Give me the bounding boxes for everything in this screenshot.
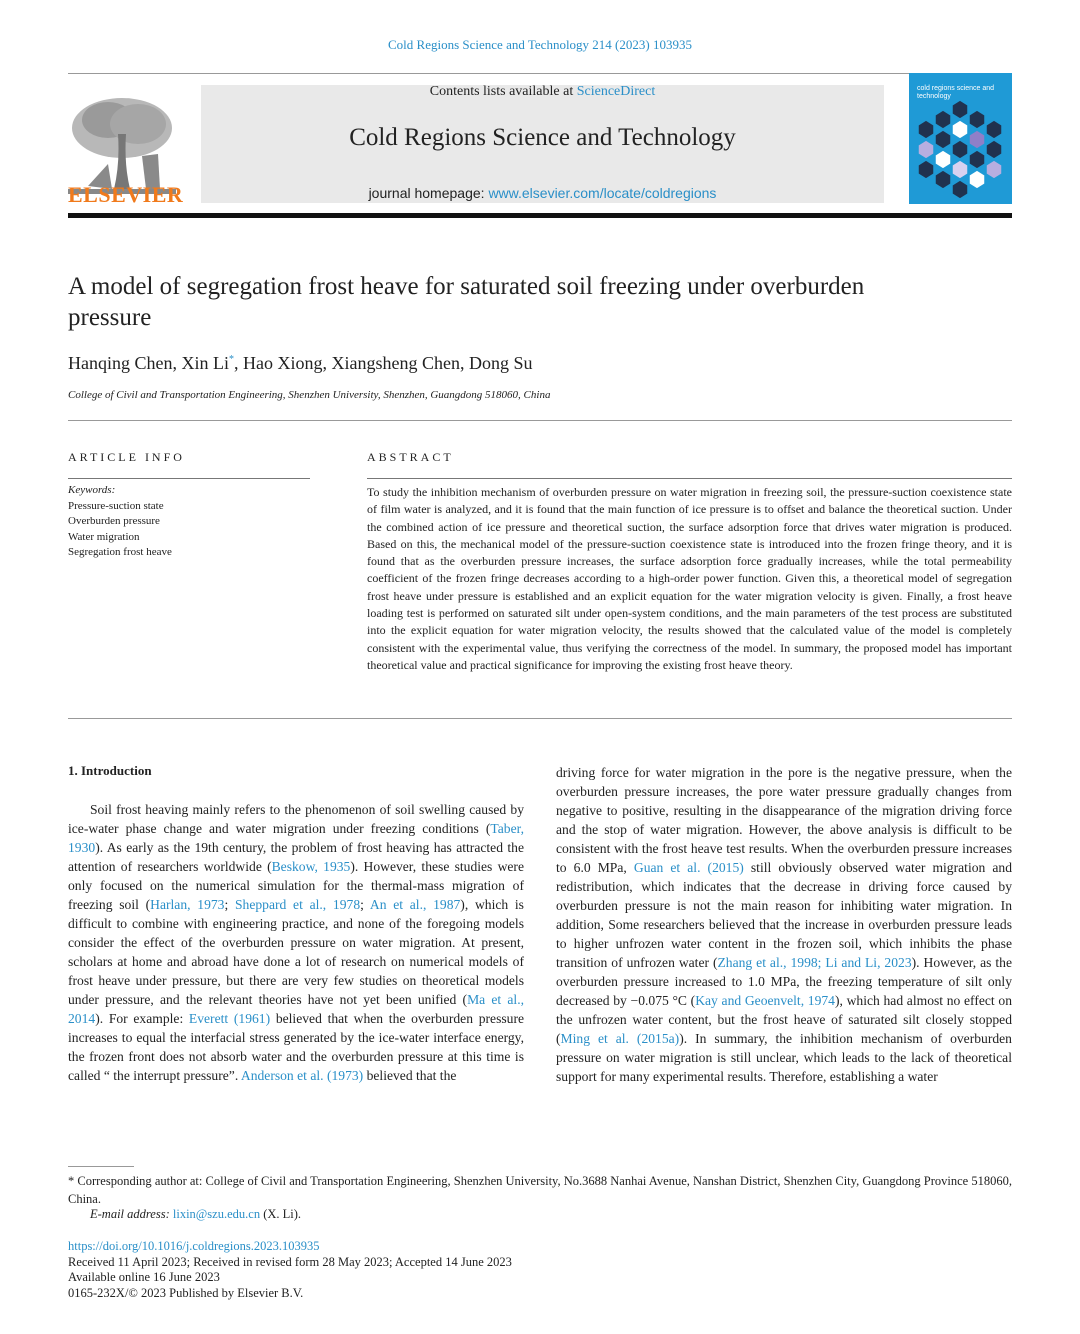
keyword-item: Overburden pressure xyxy=(68,515,160,527)
body-text: ). In summary, the inhibition mechanism of overburden pressure on water migration is still unclear, which leads to the lack of theoretical support for many experimental results. Therefore, establishing a water xyxy=(556,1031,1012,1084)
email-line xyxy=(90,1207,301,1222)
body-text: ). However, these studies were only focused on the numerical simulation for the thermal-mass migration of freezing soil ( xyxy=(68,859,524,912)
journal-title: Cold Regions Science and Technology xyxy=(349,124,736,151)
email-link[interactable]: lixin@szu.edu.cn xyxy=(172,1207,261,1221)
citation-link[interactable]: Kay and Geoenvelt, 1974 xyxy=(695,993,835,1008)
email-suffix: (X. Li). xyxy=(260,1207,302,1221)
keywords-block xyxy=(68,483,172,561)
homepage-prefix: journal homepage: xyxy=(368,185,489,201)
body-text: believed that when the overburden pressure increases to equal the interfacial stress generated by the ice-water interface energy, the frozen front does not absorb water and the overburden pressure at this time is called “ the interrupt pressure”. xyxy=(68,1011,525,1083)
abstract-text: To study the inhibition mechanism of overburden pressure on water migration in freezing soil, the pressure-suction coexistence state of film water is analyzed, and it is found that the main function of ice pressure is to offset and balance the theoretical suction. Under the combined action of ice pressure and theoretical suction, the surface adsorption force that drives water migration is produced. Based on this, the mechanical model of the pressure-suction coexistence state is introduced into the frozen fringe theory, and it is found that as the overburden pressure increases, the surface adsorption force gradually increases, while the total permeability coefficient of the frozen fringe decreases according to a high-order power function. Given this, a theoretical model of segregation frost heave under pressure is established and an explicit equation for the water migration velocity is given. Finally, a frost heave loading test is performed on saturated silt under open-system conditions, and the main parameters of the test process are substituted into the explicit equation for water migration velocity, the results showed that the calculated value of the model is completely consistent with the experimental value, thus verifying the correctness of the model. In summary, the proposed model has important theoretical value and practical significance for improving the existing frost heave theory. xyxy=(367,485,1012,672)
sciencedirect-link[interactable]: ScienceDirect xyxy=(576,84,656,99)
body-text: ), which is difficult to combine with engineering practice, and none of the foregoing models consider the effect of the overburden pressure on water migration. At present, scholars at home and abroad have done a lot of research on numerical models of frost heave under pressure, but there are very few studies on theoretical models under pressure, and the relevant theories have not yet been unified ( xyxy=(68,897,524,1007)
intro-column-right xyxy=(556,763,1012,1086)
citation-link[interactable]: Sheppard et al., 1978 xyxy=(234,897,361,912)
footnote-rule xyxy=(68,1166,134,1167)
body-text: ). However, as the overburden pressure increased to 1.0 MPa, the freezing temperature of silt only decreased by −0.075 °C ( xyxy=(556,955,1012,1008)
citation-link[interactable]: Ma et al., 2014 xyxy=(68,992,524,1026)
homepage-line xyxy=(201,185,884,201)
abstract-rule xyxy=(367,478,1012,479)
body-text: still obviously observed water migration and redistribution, which indicates that the decrease in driving force caused by overburden pressure is not the main reason for inhibiting water migration. In addition, Some researchers believed that the increase in overburden pressure leads to higher unfrozen water content in the frozen soil, which inhibits the phase transition of unfrozen water ( xyxy=(556,860,1013,970)
abstract-heading: ABSTRACT xyxy=(367,450,454,464)
journal-reference-link[interactable]: Cold Regions Science and Technology 214 (2023) 103935 xyxy=(388,37,692,52)
header-thick-rule xyxy=(68,213,1012,218)
homepage-link[interactable]: www.elsevier.com/locate/coldregions xyxy=(488,185,717,201)
body-text: ), which had almost no effect on the unfrozen water content, but the frost heave of saturated silt closely stopped ( xyxy=(556,993,1012,1046)
body-text: driving force for water migration in the pore is the negative pressure, when the overburden pressure increases, the pore water pressure gradually changes from negative to positive, resulting in the disappearance of the migration driving force and the stop of water migration. However, the above analysis is difficult to be consistent with the frost heave test results. When the overburden pressure increases to 6.0 MPa, xyxy=(556,765,1012,875)
article-info-heading: ARTICLE INFO xyxy=(68,450,185,464)
elsevier-wordmark: ELSEVIER xyxy=(68,182,184,207)
cover-hexagon-graphic xyxy=(909,73,1012,204)
article-metadata xyxy=(68,1239,512,1301)
authors-part-2: , Hao Xiong, Xiangsheng Chen, Dong Su xyxy=(233,353,533,373)
email-label: E-mail address: xyxy=(90,1207,170,1221)
copyright-line: 0165-232X/© 2023 Published by Elsevier B.V. xyxy=(68,1285,304,1300)
section-heading-introduction: 1. Introduction xyxy=(68,763,152,778)
corresponding-author-marker[interactable]: * xyxy=(228,354,234,365)
body-text: ). For example: xyxy=(95,1011,189,1026)
article-info-rule xyxy=(68,478,310,479)
citation-link[interactable]: An et al., 1987 xyxy=(369,897,461,912)
body-text: ). As early as the 19th century, the problem of frost heaving has attracted the attention of researchers worldwide ( xyxy=(68,840,524,874)
author-list xyxy=(68,353,532,374)
corresponding-author-footnote: * Corresponding author at: College of Civil and Transportation Engineering, Shenzhen University, No.3688 Nanhai Avenue, Nanshan District, Shenzhen City, Guangdong Province 518060, China. xyxy=(68,1174,1012,1206)
citation-link[interactable]: Harlan, 1973 xyxy=(150,897,225,912)
body-text: Soil frost heaving mainly refers to the phenomenon of soil swelling caused by ice-water phase change and water migration under freezing conditions ( xyxy=(68,802,524,836)
header-divider xyxy=(68,73,1012,74)
keyword-item: Water migration xyxy=(68,530,140,543)
cover-title: cold regions science and technology xyxy=(917,85,995,100)
citation-link[interactable]: Beskow, 1935 xyxy=(271,859,351,874)
authors-part-1: Hanqing Chen, Xin Li xyxy=(68,353,229,373)
contents-line xyxy=(201,84,884,100)
citation-link[interactable]: Ming et al. (2015a) xyxy=(560,1031,680,1046)
keyword-item: Pressure-suction state xyxy=(68,499,164,512)
affiliation: College of Civil and Transportation Engineering, Shenzhen University, Shenzhen, Guangdong 518060, China xyxy=(68,389,551,401)
intro-column-left xyxy=(68,800,524,1085)
body-text: believed that the xyxy=(363,1068,457,1083)
citation-link[interactable]: Everett (1961) xyxy=(188,1011,271,1026)
title-divider xyxy=(68,420,1012,421)
journal-cover-thumbnail[interactable] xyxy=(909,73,1012,204)
body-text: ; xyxy=(360,897,370,912)
citation-link[interactable]: Guan et al. (2015) xyxy=(633,860,744,875)
contents-prefix: Contents lists available at xyxy=(429,84,577,99)
available-online: Available online 16 June 2023 xyxy=(68,1270,220,1284)
body-text: ; xyxy=(224,897,235,912)
citation-link[interactable]: Anderson et al. (1973) xyxy=(240,1068,364,1083)
keywords-label: Keywords: xyxy=(68,484,116,496)
citation-link[interactable]: Zhang et al., 1998; Li and Li, 2023 xyxy=(717,955,912,970)
received-dates: Received 11 April 2023; Received in revised form 28 May 2023; Accepted 14 June 2023 xyxy=(68,1254,512,1269)
article-title: A model of segregation frost heave for saturated soil freezing under overburden pressure xyxy=(68,273,865,331)
abstract-end-rule xyxy=(68,718,1012,719)
doi-link[interactable]: https://doi.org/10.1016/j.coldregions.2023.103935 xyxy=(68,1239,320,1253)
keyword-item: Segregation frost heave xyxy=(68,546,172,558)
citation-link[interactable]: Taber, 1930 xyxy=(68,821,524,855)
